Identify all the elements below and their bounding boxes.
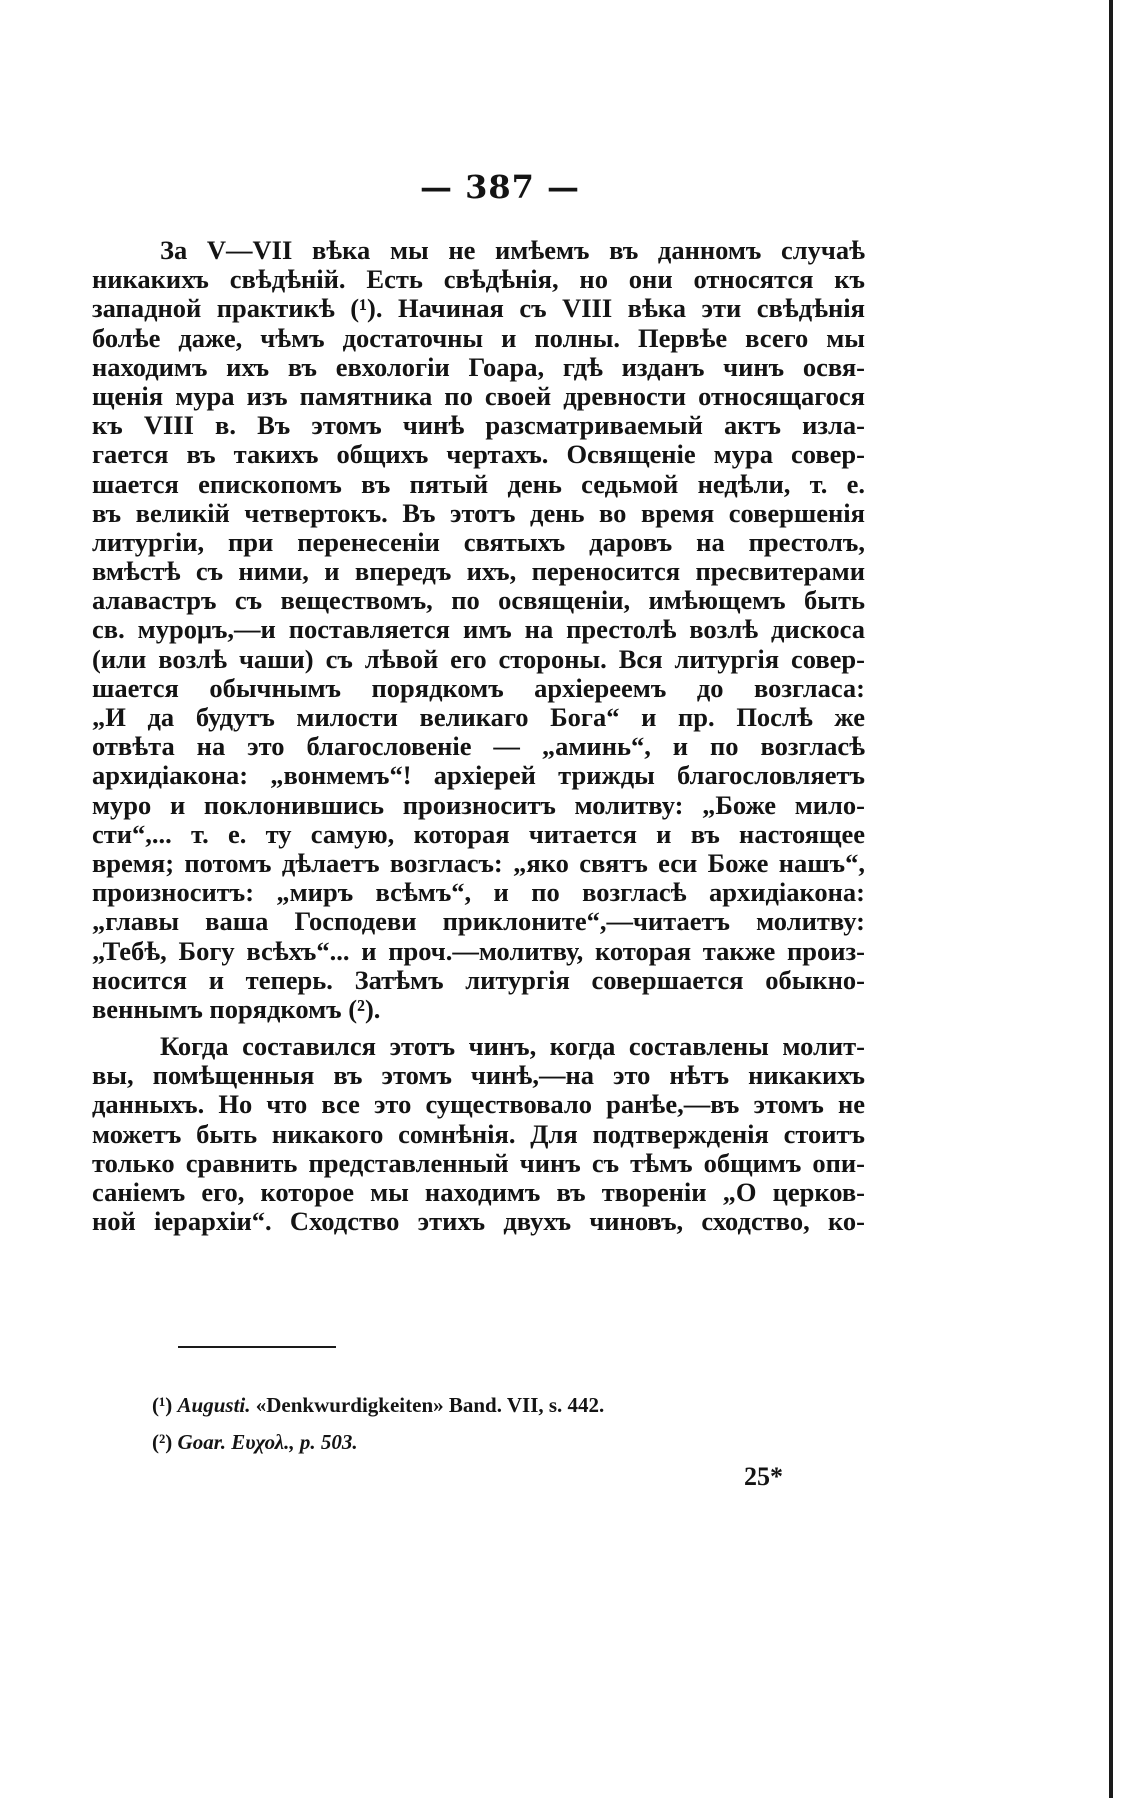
text-line: данныхъ. Но что все это существовало ранѣе,—въ этомъ не xyxy=(92,1089,865,1120)
text-line: За V—VII вѣка мы не имѣемъ въ данномъ случаѣ xyxy=(160,235,865,265)
text-line: въ великій четвертокъ. Въ этотъ день во время совершенія xyxy=(92,497,865,528)
text-line: вы, помѣщенныя въ этомъ чинѣ,—на это нѣтъ никакихъ xyxy=(92,1060,865,1091)
footnote-text: «Denkwurdigkeiten» Band. VII, s. 442. xyxy=(255,1393,605,1417)
text-line: ной іерархіи“. Сходство этихъ двухъ чиновъ, сходство, ко- xyxy=(92,1206,865,1237)
footnotes xyxy=(152,1387,604,1461)
text-line: никакихъ свѣдѣній. Есть свѣдѣнія, но они относятся къ xyxy=(92,264,865,295)
text-line: произноситъ: „миръ всѣмъ“, и по возгласѣ архидіакона: xyxy=(92,877,865,908)
paragraph-2 xyxy=(92,1032,865,1236)
footnote-mark: (²) xyxy=(152,1430,173,1454)
text-line: находимъ ихъ въ евхологіи Гоара, гдѣ изданъ чинъ освя- xyxy=(92,351,865,382)
text-line: только сравнить представленный чинъ съ тѣмъ общимъ опи- xyxy=(92,1147,865,1178)
text-line: болѣе даже, чѣмъ достаточны и полны. Первѣе всего мы xyxy=(92,322,865,353)
text-line: западной практикѣ (¹). Начиная съ VIII вѣка эти свѣдѣнія xyxy=(92,293,865,324)
footnote-author: Augusti. xyxy=(177,1393,251,1417)
footnote-rule xyxy=(178,1346,336,1348)
text-line: св. мурομъ,—и поставляется имъ на престолѣ возлѣ дискоса xyxy=(92,614,865,645)
text-line: вмѣстѣ съ ними, и впередъ ихъ, переносится пресвитерами xyxy=(92,556,865,587)
text-line: шается епископомъ въ пятый день седьмой недѣли, т. е. xyxy=(92,468,865,499)
page-number: — 387 — xyxy=(419,168,581,206)
text-line: можетъ быть никакого сомнѣнія. Для подтвержденія стоитъ xyxy=(92,1118,865,1149)
footnote-text: Ευχολ., p. 503. xyxy=(231,1430,358,1454)
text-line: къ VIII в. Въ этомъ чинѣ разсматриваемый актъ изла- xyxy=(92,410,865,441)
page-edge-line xyxy=(1109,0,1113,1798)
body-text xyxy=(92,236,865,1236)
paragraph-1 xyxy=(92,236,865,1024)
text-line: (или возлѣ чаши) съ лѣвой его стороны. Вся литургія совер- xyxy=(92,643,865,674)
signature-mark: 25* xyxy=(744,1462,783,1491)
text-line: носится и теперь. Затѣмъ литургія совершается обыкно- xyxy=(92,964,865,995)
footnote-1 xyxy=(152,1387,604,1424)
text-line: Когда составился этотъ чинъ, когда составлены молит- xyxy=(160,1031,865,1062)
footnote-author: Goar. xyxy=(177,1430,226,1454)
text-line: литургіи, при перенесеніи святыхъ даровъ на престолъ, xyxy=(92,526,865,557)
text-line: „главы ваша Господеви приклоните“,—читаетъ молитву: xyxy=(92,906,865,937)
text-line: шается обычнымъ порядкомъ архіереемъ до возгласа: xyxy=(92,672,865,703)
footnote-2 xyxy=(152,1424,604,1461)
text-line: щенія мура изъ памятника по своей древности относящагося xyxy=(92,380,865,411)
text-line: отвѣта на это благословеніе — „аминь“, и по возгласѣ xyxy=(92,731,865,762)
text-line: время; потомъ дѣлаетъ возгласъ: „яко святъ еси Боже нашъ“, xyxy=(92,847,865,878)
text-line: сти“,... т. е. ту самую, которая читается и въ настоящее xyxy=(92,818,865,849)
text-line: „И да будутъ милости великаго Бога“ и пр. Послѣ же xyxy=(92,702,865,732)
text-line: гается въ такихъ общихъ чертахъ. Освященіе мура совер- xyxy=(92,439,865,470)
text-line: „Тебѣ, Богу всѣхъ“... и проч.—молитву, которая также произ- xyxy=(92,935,865,966)
text-line: алавастръ съ веществомъ, по освященіи, имѣющемъ быть xyxy=(92,585,865,616)
text-line: архидіакона: „вонмемъ“! архіерей трижды благословляетъ xyxy=(92,760,865,791)
text-line: веннымъ порядкомъ (²). xyxy=(92,993,381,1024)
footnote-mark: (¹) xyxy=(152,1393,173,1417)
text-line: муро и поклонившись произноситъ молитву: „Боже мило- xyxy=(92,789,865,820)
text-line: саніемъ его, которое мы находимъ въ твореніи „О церков- xyxy=(92,1177,865,1207)
